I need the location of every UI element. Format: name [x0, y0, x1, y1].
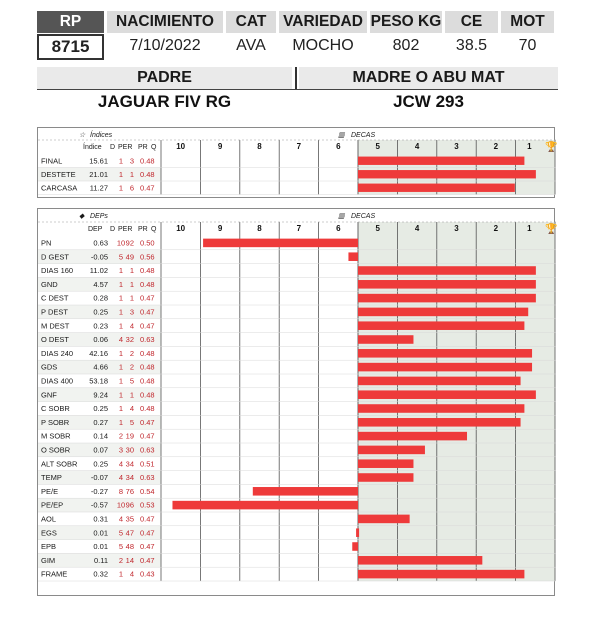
indices-chart	[38, 128, 556, 199]
madre-value: JCW 293	[393, 92, 464, 111]
svg-deps-row-value: 0.25	[93, 404, 108, 414]
svg-deps-row-name: P SOBR	[41, 417, 70, 427]
svg-indices-row-value: 21.01	[89, 169, 108, 179]
svg-deps-row-d: 4	[118, 514, 124, 524]
svg-deps-row-per: 1	[129, 266, 134, 276]
svg-deps-row-per: 2	[129, 362, 134, 372]
svg-deps-row-name: DIAS 160	[41, 266, 74, 276]
svg-indices-bar	[358, 184, 515, 192]
svg-deps-col-header: Q	[151, 226, 157, 233]
svg-deps-row-pr: 0.48	[140, 279, 155, 289]
svg-deps-row-d: 5	[118, 252, 124, 262]
svg-deps-row-per: 30	[125, 445, 134, 455]
svg-deps-row-per: 4	[129, 569, 134, 579]
header-label-variedad: VARIEDAD	[279, 11, 367, 33]
header-label-ce: CE	[445, 11, 498, 33]
svg-deps-row-value: 42.16	[89, 348, 108, 358]
svg-deps-row-pr: 0.48	[140, 404, 155, 414]
svg-deps-deca-tick: 1	[527, 224, 532, 233]
svg-deps-row-pr: 0.48	[140, 348, 155, 358]
svg-deps-row-value: 11.02	[89, 266, 108, 276]
svg-deps-row-name: GIM	[41, 555, 56, 565]
svg-deps-row-pr: 0.47	[140, 431, 155, 441]
svg-deps-bar	[358, 418, 521, 427]
svg-deps-deca-tick: 2	[493, 224, 499, 233]
header-value-peso: 802	[392, 37, 420, 54]
svg-indices-row-per: 1	[129, 169, 134, 179]
svg-indices-row-per: 6	[129, 183, 134, 193]
svg-deps-section-icon: ◆	[79, 213, 85, 220]
svg-deps-trophy-icon: 🏆	[545, 224, 558, 235]
header-label-mot: MOT	[501, 11, 554, 33]
svg-deps-deca-tick: 9	[217, 224, 223, 233]
svg-deps-row-name: M DEST	[41, 321, 70, 331]
svg-deps-row-pr: 0.48	[140, 266, 155, 276]
indices-panel	[37, 127, 558, 198]
svg-indices-deca-tick: 8	[257, 142, 262, 151]
svg-deps-row-d: 1	[118, 376, 124, 386]
svg-deps-row-per: 49	[125, 252, 134, 262]
svg-deps-row-value: 0.25	[93, 459, 108, 469]
svg-deps-row-value: 0.28	[93, 293, 108, 303]
svg-deps-section-label: DEPs	[90, 213, 108, 220]
svg-indices-deca-tick: 4	[414, 142, 420, 151]
svg-indices-row-pr: 0.48	[140, 156, 155, 166]
svg-deps-row-d: 2	[118, 431, 124, 441]
madre-label: MADRE O ABU MAT	[299, 67, 558, 89]
svg-deps-row-name: D GEST	[41, 252, 69, 262]
svg-indices-trophy-icon: 🏆	[545, 142, 558, 153]
svg-deps-row-value: 0.32	[93, 569, 108, 579]
svg-deps-row-per: 1	[129, 390, 134, 400]
svg-deps-bar	[358, 446, 425, 455]
svg-deps-row-d: 4	[118, 473, 124, 483]
svg-deps-col-header: PER	[118, 226, 133, 233]
header-value-nacimiento: 7/10/2022	[129, 37, 201, 54]
svg-deps-row-value: -0.07	[90, 473, 108, 483]
svg-deps-bar	[358, 363, 532, 372]
header-table	[37, 11, 558, 60]
svg-deps-row-value: 0.11	[93, 555, 108, 565]
svg-deps-row-name: DIAS 400	[41, 376, 74, 386]
svg-deps-row-value: 9.24	[93, 390, 108, 400]
svg-indices-col-header: D	[110, 144, 116, 151]
svg-indices-col-header: Índice	[83, 144, 102, 151]
svg-deps-col-header: D	[110, 226, 116, 233]
svg-deps-row-value: 0.31	[93, 514, 108, 524]
svg-deps-row-per: 76	[125, 486, 134, 496]
svg-deps-bar	[358, 459, 413, 468]
svg-indices-row-per: 3	[129, 156, 134, 166]
svg-indices-row-pr: 0.47	[140, 183, 155, 193]
svg-deps-bar	[358, 556, 482, 565]
header-values	[37, 34, 558, 60]
svg-deps-row-per: 5	[129, 417, 134, 427]
svg-deps-row-d: 1	[118, 569, 124, 579]
svg-indices-deca-tick: 7	[296, 142, 302, 151]
svg-deps-bar	[358, 473, 413, 482]
svg-indices-deca-tick: 2	[493, 142, 499, 151]
svg-deps-row-d: 1	[118, 293, 124, 303]
svg-deps-row-value: 0.14	[93, 431, 108, 441]
svg-deps-row-pr: 0.63	[140, 445, 155, 455]
svg-deps-row-pr: 0.47	[140, 555, 155, 565]
svg-deps-bar	[358, 335, 413, 344]
svg-deps-row-per: 19	[125, 431, 134, 441]
svg-deps-row-pr: 0.48	[140, 376, 155, 386]
svg-deps-deca-tick: 8	[257, 224, 262, 233]
svg-deps-row-value: 4.66	[93, 362, 108, 372]
svg-deps-row-value: 4.57	[93, 279, 108, 289]
svg-deps-row-value: 0.01	[93, 542, 108, 552]
parents-divider	[295, 67, 297, 89]
svg-deps-row-pr: 0.48	[140, 390, 155, 400]
svg-deps-row-pr: 0.54	[140, 486, 155, 496]
svg-deps-row-d: 4	[118, 335, 124, 345]
header-label-cat: CAT	[226, 11, 276, 33]
svg-deps-bar	[253, 487, 358, 496]
svg-deps-row-pr: 0.47	[140, 307, 155, 317]
svg-deps-bar	[352, 542, 358, 551]
svg-deps-col-header: PR	[138, 226, 148, 233]
svg-deps-row-name: GNF	[41, 390, 57, 400]
svg-deps-decas-label: DECAS	[351, 213, 376, 220]
svg-deps-row-d: 5	[118, 528, 124, 538]
parents-block	[37, 67, 558, 117]
svg-deps-row-per: 14	[125, 555, 134, 565]
svg-deps-row-value: 0.06	[93, 335, 108, 345]
svg-deps-deca-tick: 7	[296, 224, 302, 233]
svg-deps-row-value: -0.05	[90, 252, 108, 262]
svg-indices-row-name: CARCASA	[41, 183, 78, 193]
svg-deps-row-pr: 0.47	[140, 542, 155, 552]
header-label-peso: PESO KG	[370, 11, 442, 33]
header-value-variedad: MOCHO	[292, 37, 354, 54]
svg-deps-row-value: 53.18	[89, 376, 108, 386]
svg-deps-row-pr: 0.63	[140, 335, 155, 345]
svg-deps-row-pr: 0.50	[140, 238, 155, 248]
svg-deps-row-name: DIAS 240	[41, 348, 74, 358]
svg-deps-row-name: C DEST	[41, 293, 69, 303]
svg-deps-row-d: 1	[118, 417, 124, 427]
svg-deps-row-d: 1	[118, 390, 124, 400]
svg-deps-row-name: PE/E	[41, 486, 59, 496]
svg-deps-bar	[358, 266, 536, 275]
svg-deps-row-pr: 0.47	[140, 528, 155, 538]
svg-deps-bar	[358, 390, 536, 399]
svg-deps-row-per: 4	[129, 321, 134, 331]
svg-deps-bar	[358, 280, 536, 289]
svg-deps-bar	[358, 321, 524, 330]
padre-value: JAGUAR FIV RG	[97, 92, 232, 111]
svg-deps-row-value: 0.25	[93, 307, 108, 317]
svg-deps-row-name: EGS	[41, 528, 57, 538]
header-label-nacimiento: NACIMIENTO	[107, 11, 223, 33]
svg-deps-bar	[358, 404, 524, 413]
svg-deps-col-header: DEP	[88, 226, 103, 233]
svg-deps-row-name: TEMP	[41, 473, 62, 483]
svg-deps-row-name: O SOBR	[41, 445, 71, 455]
svg-deps-row-name: C SOBR	[41, 404, 70, 414]
svg-deps-bar	[358, 308, 528, 317]
header-value-ce: 38.5	[455, 37, 488, 54]
header-value-mot: 70	[518, 37, 537, 54]
svg-deps-row-name: GDS	[41, 362, 58, 372]
svg-deps-row-name: PN	[41, 238, 52, 248]
svg-deps-bar	[358, 432, 467, 441]
svg-indices-row-name: DESTETE	[41, 169, 76, 179]
svg-deps-row-name: EPB	[41, 542, 57, 552]
svg-deps-row-value: 0.27	[93, 417, 108, 427]
svg-deps-row-per: 34	[125, 459, 134, 469]
svg-deps-row-per: 34	[125, 473, 134, 483]
svg-deps-row-d: 1	[118, 321, 124, 331]
header-value-cat: AVA	[236, 37, 266, 54]
svg-indices-decas-label: DECAS	[351, 132, 376, 139]
header-value-rp: 8715	[37, 34, 104, 60]
svg-indices-row-value: 11.27	[89, 183, 108, 193]
svg-indices-row-d: 1	[118, 156, 124, 166]
svg-deps-row-pr: 0.47	[140, 321, 155, 331]
svg-deps-row-d: 1	[118, 362, 124, 372]
svg-deps-row-value: -0.27	[90, 486, 108, 496]
svg-deps-row-name: FRAME	[41, 569, 68, 579]
svg-indices-deca-tick: 1	[527, 142, 532, 151]
svg-indices-row-pr: 0.48	[140, 169, 155, 179]
svg-deps-row-d: 2	[118, 555, 124, 565]
deps-chart	[38, 209, 556, 597]
svg-indices-col-header: PER	[118, 144, 133, 151]
svg-deps-row-per: 47	[125, 528, 134, 538]
svg-deps-row-name: O DEST	[41, 335, 69, 345]
svg-deps-row-per: 1	[129, 279, 134, 289]
svg-deps-decas-icon: ▥	[338, 213, 345, 220]
svg-deps-deca-tick: 5	[375, 224, 380, 233]
svg-deps-bar	[203, 239, 358, 248]
svg-indices-col-header: PR	[138, 144, 148, 151]
svg-deps-row-pr: 0.43	[140, 569, 155, 579]
svg-deps-bar	[356, 528, 359, 537]
svg-deps-row-name: P DEST	[41, 307, 68, 317]
svg-deps-deca-tick: 4	[414, 224, 420, 233]
svg-indices-deca-tick: 3	[454, 142, 459, 151]
svg-deps-row-value: 0.01	[93, 528, 108, 538]
svg-deps-row-per: 48	[125, 542, 134, 552]
svg-deps-deca-tick: 6	[336, 224, 341, 233]
svg-deps-deca-tick: 10	[176, 224, 186, 233]
svg-indices-deca-tick: 9	[217, 142, 223, 151]
svg-indices-deca-tick: 5	[375, 142, 380, 151]
svg-deps-row-pr: 0.47	[140, 293, 155, 303]
svg-indices-row-d: 1	[118, 169, 124, 179]
svg-deps-row-pr: 0.53	[140, 500, 155, 510]
svg-deps-row-name: ALT SOBR	[41, 459, 78, 469]
svg-indices-deca-tick: 10	[176, 142, 186, 151]
svg-indices-deca-tick: 6	[336, 142, 341, 151]
header-label-rp: RP	[37, 11, 104, 33]
svg-deps-row-d: 1	[118, 348, 124, 358]
svg-deps-bar	[358, 294, 536, 303]
svg-deps-row-name: GND	[41, 279, 58, 289]
padre-label: PADRE	[37, 67, 292, 89]
svg-indices-row-d: 1	[118, 183, 124, 193]
svg-deps-row-value: 0.07	[93, 445, 108, 455]
deps-panel	[37, 208, 558, 596]
svg-deps-row-per: 2	[129, 348, 134, 358]
svg-deps-row-pr: 0.48	[140, 362, 155, 372]
parents-underline	[37, 89, 558, 90]
svg-deps-row-d: 1	[118, 279, 124, 289]
svg-deps-bar	[348, 252, 358, 261]
svg-deps-row-per: 1	[129, 293, 134, 303]
svg-indices-bar	[358, 170, 536, 178]
svg-deps-row-pr: 0.56	[140, 252, 155, 262]
svg-deps-row-d: 1	[118, 307, 124, 317]
svg-indices-row-value: 15.61	[89, 156, 108, 166]
svg-indices-section-label: Índices	[90, 132, 113, 139]
svg-deps-row-name: PE/EP	[41, 500, 64, 510]
svg-deps-row-d: 8	[118, 486, 124, 496]
svg-deps-row-per: 35	[125, 514, 134, 524]
svg-deps-row-per: 96	[125, 500, 134, 510]
svg-deps-row-d: 4	[118, 459, 124, 469]
svg-deps-row-d: 1	[118, 266, 124, 276]
svg-deps-row-pr: 0.51	[140, 459, 155, 469]
svg-indices-col-header: Q	[151, 144, 157, 151]
svg-deps-row-per: 5	[129, 376, 134, 386]
header-labels	[37, 11, 558, 33]
svg-deps-row-d: 1	[118, 404, 124, 414]
svg-deps-row-per: 32	[125, 335, 134, 345]
svg-deps-row-per: 4	[129, 404, 134, 414]
svg-deps-row-d: 10	[116, 500, 126, 510]
svg-indices-bar	[358, 157, 524, 165]
svg-deps-row-name: AOL	[41, 514, 57, 524]
svg-deps-row-pr: 0.47	[140, 417, 155, 427]
svg-deps-bar	[358, 349, 532, 358]
svg-deps-deca-tick: 3	[454, 224, 459, 233]
svg-deps-row-value: -0.57	[90, 500, 108, 510]
svg-deps-row-pr: 0.47	[140, 514, 155, 524]
svg-indices-section-icon: ☆	[79, 132, 86, 139]
svg-deps-row-d: 10	[116, 238, 126, 248]
svg-indices-row-name: FINAL	[41, 156, 63, 166]
svg-deps-row-per: 3	[129, 307, 134, 317]
svg-deps-row-per: 92	[125, 238, 134, 248]
svg-deps-row-d: 3	[118, 445, 124, 455]
svg-deps-row-pr: 0.63	[140, 473, 155, 483]
svg-deps-bar	[172, 501, 358, 510]
svg-deps-row-value: 0.63	[93, 238, 108, 248]
svg-deps-bar	[358, 570, 524, 579]
svg-deps-row-d: 5	[118, 542, 124, 552]
svg-deps-row-name: M SOBR	[41, 431, 71, 441]
svg-deps-bar	[358, 515, 410, 524]
svg-deps-row-value: 0.23	[93, 321, 108, 331]
svg-deps-bar	[358, 377, 521, 386]
svg-indices-decas-icon: ▥	[338, 132, 345, 139]
